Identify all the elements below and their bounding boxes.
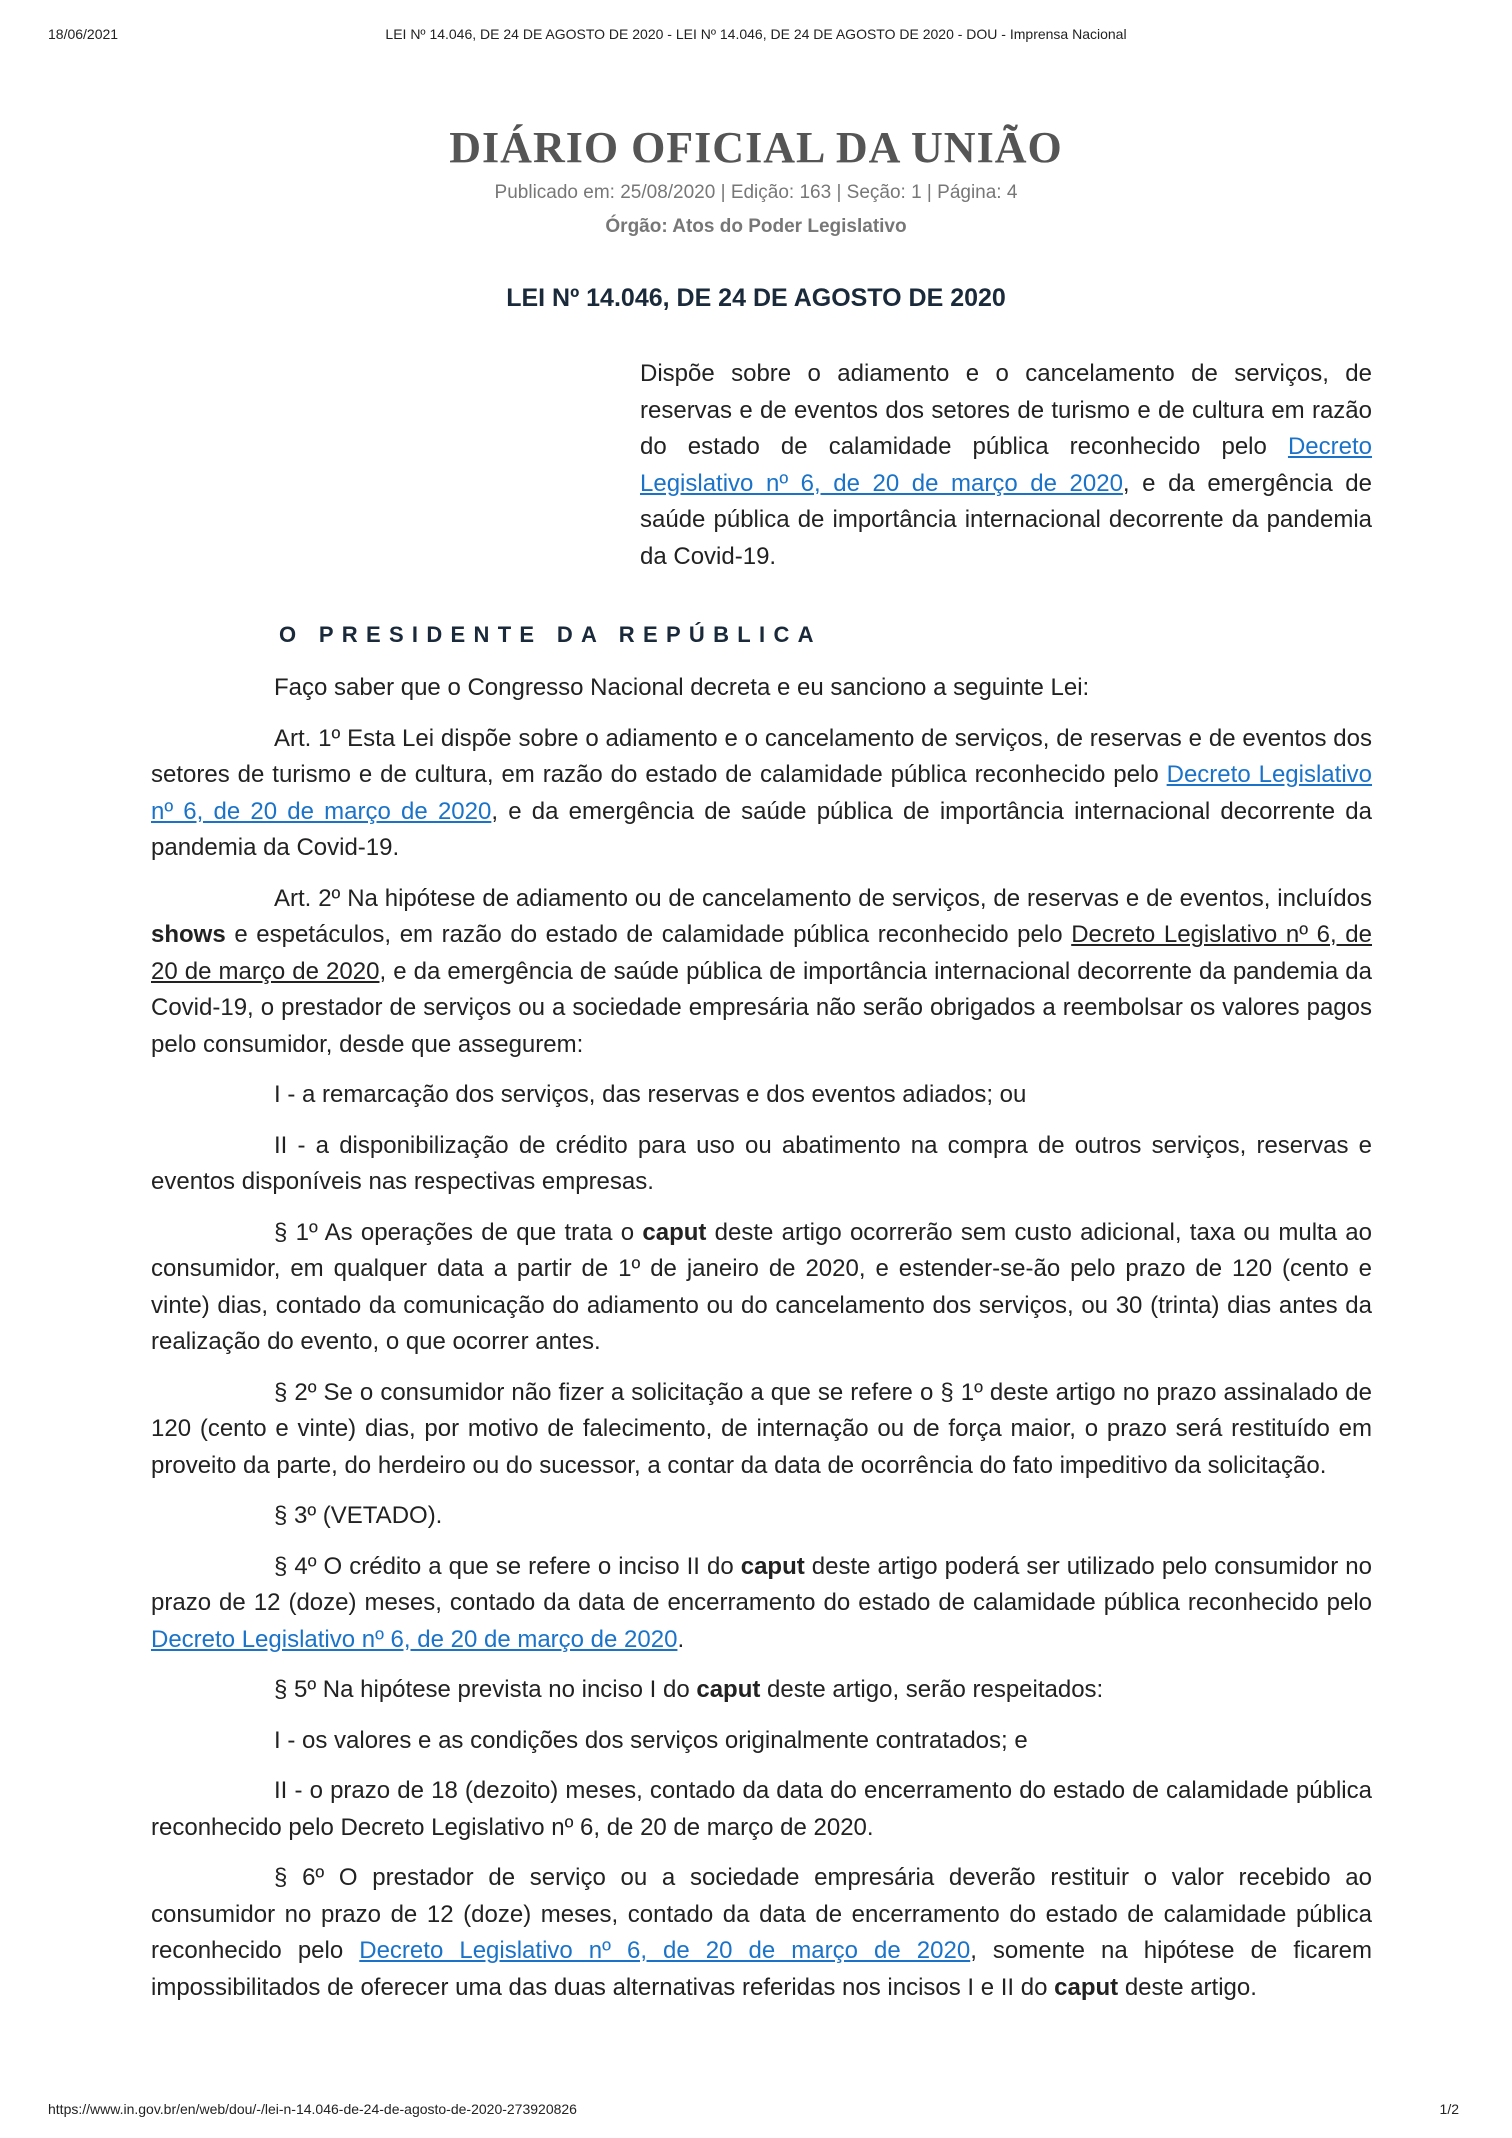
paragraph-text: . (677, 1625, 685, 1653)
article-text: , e da emergência de saúde pública de importância internacional decorrente da pandemia da Covid-19. (151, 797, 1373, 861)
orgao-label: Órgão: Atos do Poder Legislativo (605, 216, 907, 237)
print-footer-url: https://www.in.gov.br/en/web/dou/-/lei-n-14.046-de-24-de-agosto-de-2020-273920826 (48, 2101, 577, 2117)
paragraph-text: deste artigo poderá ser utilizado pelo consumidor no prazo de 12 (doze) meses, contado da data de encerramento do estado de calamidade pública reconhecido pelo (151, 1552, 1373, 1616)
article-text: , e da emergência de saúde pública de importância internacional decorrente da pandemia da Covid-19, o prestador de serviços ou a sociedade empresária não serão obrigados a reembolsar os valores pagos pelo consumidor, desde que assegurem: (151, 957, 1373, 1058)
decreto-link[interactable]: Decreto Legislativo nº 6, de 20 de março de 2020 (151, 921, 1372, 985)
print-header-title: LEI Nº 14.046, DE 24 DE AGOSTO DE 2020 - LEI Nº 14.046, DE 24 DE AGOSTO DE 2020 - DOU - Imprensa Nacional (385, 26, 1127, 42)
paragraph-text: deste artigo. (1118, 1973, 1257, 2001)
publication-brand: DIÁRIO OFICIAL DA UNIÃO (449, 123, 1063, 172)
paragraph-4 (151, 1549, 1372, 1659)
article-text: e espetáculos, em razão do estado de calamidade pública reconhecido pelo (225, 921, 1072, 948)
law-ementa (640, 356, 1372, 575)
decreto-link[interactable]: Decreto Legislativo nº 6, de 20 de março de 2020 (151, 761, 1372, 825)
article-2 (151, 881, 1372, 1064)
article-text: Art. 1º Esta Lei dispõe sobre o adiamento e o cancelamento de serviços, de reservas e de eventos dos setores de turismo e de cultura, em razão do estado de calamidade pública reconhecido pelo (151, 724, 1372, 788)
inciso-i: I - os valores e as condições dos serviços originalmente contratados; e (274, 1726, 1028, 1754)
paragraph-3: § 3º (VETADO). (274, 1502, 443, 1529)
intro-paragraph: Faço saber que o Congresso Nacional decreta e eu sanciono a seguinte Lei: (274, 674, 1090, 701)
paragraph-6 (151, 1860, 1372, 2006)
paragraph-1 (151, 1215, 1372, 1361)
law-title: LEI Nº 14.046, DE 24 DE AGOSTO DE 2020 (506, 284, 1006, 312)
bold-term: shows (151, 921, 226, 948)
inciso-i: I - a remarcação dos serviços, das reservas e dos eventos adiados; ou (274, 1081, 1027, 1108)
ementa-text: , e da emergência de saúde pública de importância internacional decorrente da pandemia da Covid-19. (640, 469, 1372, 570)
ementa-text: Dispõe sobre o adiamento e o cancelamento de serviços, de reservas e de eventos dos setores de turismo e de cultura em razão do estado de calamidade pública reconhecido pelo (640, 360, 1372, 460)
paragraph-text: § 5º Na hipótese prevista no inciso I do (274, 1676, 697, 1703)
bold-term: caput (1054, 1973, 1119, 2001)
decreto-link[interactable]: Decreto Legislativo nº 6, de 20 de março de 2020 (151, 1625, 678, 1653)
article-text: Art. 2º Na hipótese de adiamento ou de cancelamento de serviços, de reservas e de eventos, incluídos (274, 884, 1372, 912)
publication-info: Publicado em: 25/08/2020 | Edição: 163 | Seção: 1 | Página: 4 (494, 182, 1018, 203)
print-date: 18/06/2021 (48, 26, 119, 42)
decreto-link[interactable]: Decreto Legislativo nº 6, de 20 de março de 2020 (640, 433, 1372, 497)
inciso-ii: II - a disponibilização de crédito para uso ou abatimento na compra de outros serviços, reservas e eventos disponíveis nas respectivas empresas. (151, 1131, 1372, 1195)
paragraph-text: deste artigo ocorrerão sem custo adicional, taxa ou multa ao consumidor, em qualquer data a partir de 1º de janeiro de 2020, e estender-se-ão pelo prazo de 120 (cento e vinte) dias, contado da comunicação do adiamento ou do cancelamento dos serviços, ou 30 (trinta) dias antes da realização do evento, o que ocorrer antes. (151, 1218, 1373, 1355)
paragraph-text: § 4º O crédito a que se refere o inciso II do (274, 1552, 741, 1580)
print-page-number: 1/2 (1439, 2101, 1459, 2117)
paragraph-2: § 2º Se o consumidor não fizer a solicitação a que se refere o § 1º deste artigo no prazo assinalado de 120 (cento e vinte) dias, por motivo de falecimento, de internação ou de força maior, o prazo será restituído em proveito da parte, do herdeiro ou do sucessor, a contar da data de ocorrência do fato impeditivo da solicitação. (151, 1378, 1372, 1479)
signatory-heading: O PRESIDENTE DA REPÚBLICA (279, 622, 822, 647)
paragraph-text: deste artigo, serão respeitados: (760, 1676, 1104, 1703)
bold-term: caput (740, 1552, 805, 1580)
article-1 (151, 721, 1372, 867)
paragraph-text: § 6º O prestador de serviço ou a sociedade empresária deverão restituir o valor recebido ao consumidor no prazo de 12 (doze) meses, contado da data de encerramento do estado de calamidade pública reconhecido pelo (151, 1864, 1372, 1964)
paragraph-text: , somente na hipótese de ficarem impossibilitados de oferecer uma das duas alternativas referidas nos incisos I e II do (151, 1937, 1372, 2001)
inciso-ii: II - o prazo de 18 (dezoito) meses, contado da data do encerramento do estado de calamidade pública reconhecido pelo Decreto Legislativo nº 6, de 20 de março de 2020. (151, 1777, 1372, 1841)
law-body (151, 670, 1372, 2020)
paragraph-5 (151, 1672, 1372, 1709)
paragraph-text: § 1º As operações de que trata o (274, 1218, 643, 1246)
bold-term: caput (696, 1676, 761, 1703)
decreto-link[interactable]: Decreto Legislativo nº 6, de 20 de março de 2020 (359, 1937, 971, 1964)
bold-term: caput (642, 1218, 707, 1246)
